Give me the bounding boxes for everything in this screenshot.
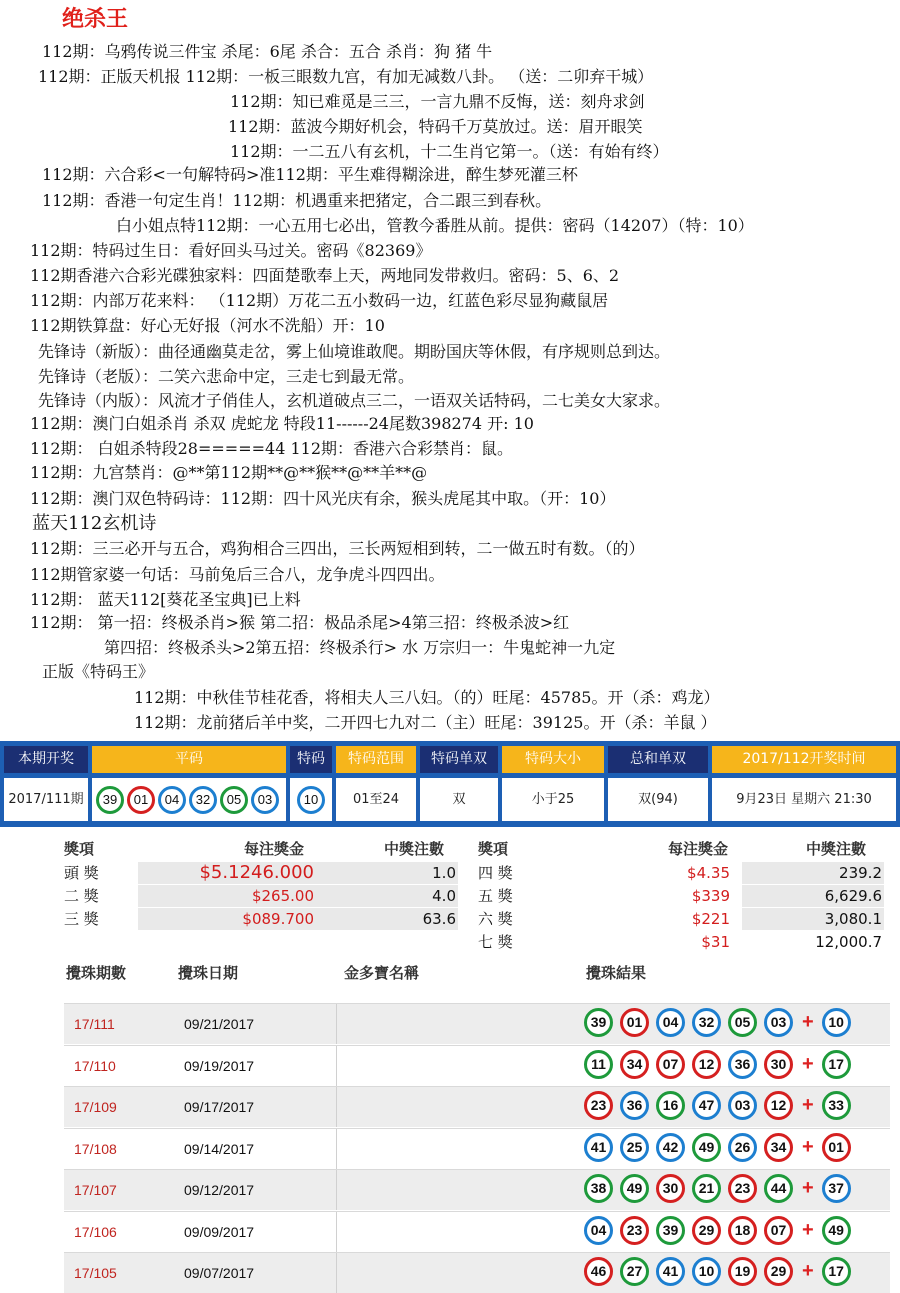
result-period: 17/106: [74, 1223, 117, 1240]
number-ball: 47: [692, 1091, 721, 1120]
text-line: 112期铁算盘：好心无好报（河水不洗船）开：10: [30, 316, 385, 335]
header-size: 特码大小: [502, 746, 604, 773]
text-line: 112期：内部万花来料： （112期）万花二五小数码一边，红蓝色彩尽显狗藏鼠居: [30, 291, 609, 310]
result-period: 17/110: [74, 1057, 116, 1074]
plus-icon: +: [802, 1094, 814, 1116]
prize-count: 63.6: [422, 910, 456, 928]
plus-icon: +: [802, 1260, 814, 1282]
number-ball: 30: [764, 1050, 793, 1079]
text-line: 112期： 白姐杀特段28=====44 112期：香港六合彩禁肖：鼠。: [30, 439, 514, 458]
header-current-draw: 本期开奖: [4, 746, 88, 773]
special-range: 01至24: [336, 778, 416, 821]
text-line: 112期：澳门双色特码诗：112期：四十风光庆有余，猴头虎尾其中取。（开：10）: [30, 489, 616, 508]
result-period: 17/111: [74, 1016, 115, 1032]
text-line: 112期：三三必开与五合，鸡狗相合三四出，三长两短相到转，二一做五时有数。（的）: [30, 539, 645, 558]
text-line: 112期：知已难觅是三三，一言九鼎不反悔，送：刻舟求剑: [230, 92, 645, 111]
regular-numbers: [92, 778, 286, 821]
number-ball: 21: [692, 1174, 721, 1203]
prize-header-name: 獎項: [64, 840, 95, 858]
number-ball: 46: [584, 1257, 613, 1286]
number-ball: 39: [656, 1216, 685, 1245]
text-line: 112期：九宫禁肖：@**第112期**@**猴**@**羊**@: [30, 463, 428, 482]
number-ball: 12: [692, 1050, 721, 1079]
result-period: 17/108: [74, 1140, 117, 1157]
text-line: 第四招：终极杀头>2第五招：终极杀行> 水 万宗归一：牛鬼蛇神一九定: [104, 638, 616, 657]
text-line: 112期：一二五八有玄机，十二生肖它第一。（送：有始有终）: [230, 142, 669, 161]
prize-name: 三 獎: [64, 910, 99, 928]
number-ball: 10: [692, 1257, 721, 1286]
number-ball: 04: [656, 1008, 685, 1037]
result-date: 09/19/2017: [184, 1057, 255, 1074]
number-ball: 26: [728, 1133, 757, 1162]
number-ball: 01: [620, 1008, 649, 1037]
table-row: [64, 1252, 890, 1293]
plus-icon: +: [802, 1011, 814, 1033]
result-date: 09/21/2017: [184, 1016, 255, 1032]
column-divider: [336, 1129, 337, 1169]
header-regular-numbers: 平码: [92, 746, 286, 773]
result-balls: [584, 1133, 858, 1162]
text-line: 112期管家婆一句话：马前兔后三合八，龙争虎斗四四出。: [30, 565, 445, 584]
plus-icon: +: [802, 1135, 814, 1158]
number-ball: 17: [822, 1257, 851, 1286]
prize-header-name: 獎項: [478, 840, 509, 858]
number-ball: 19: [728, 1257, 757, 1286]
result-balls: [584, 1050, 858, 1079]
result-period: 17/109: [74, 1099, 117, 1115]
header-sum-odd-even: 总和单双: [608, 746, 708, 773]
prize-count: 3,080.1: [824, 910, 882, 928]
prize-name: 四 獎: [478, 864, 513, 882]
number-ball: 16: [656, 1091, 685, 1120]
result-balls: [584, 1174, 858, 1203]
number-ball: 01: [822, 1133, 851, 1162]
prize-header-count: 中獎注數: [806, 840, 867, 858]
result-date: 09/09/2017: [184, 1223, 255, 1240]
number-ball: 33: [822, 1091, 851, 1120]
prize-name: 頭 獎: [64, 864, 99, 882]
column-divider: [336, 1046, 337, 1086]
result-balls: [584, 1091, 858, 1120]
table-row: [64, 1211, 890, 1252]
number-ball: 34: [620, 1050, 649, 1079]
section-heading: 蓝天112玄机诗: [32, 513, 157, 534]
number-ball: 03: [251, 786, 279, 814]
column-divider: [336, 1212, 337, 1252]
text-line: 先锋诗（新版）：曲径通幽莫走岔，雾上仙境谁敢爬。期盼国庆等休假，有序规则总到达。: [38, 342, 671, 361]
number-ball: 10: [822, 1008, 851, 1037]
number-ball: 17: [822, 1050, 851, 1079]
results-header-name: 金多寶名稱: [344, 964, 420, 982]
number-ball: 39: [584, 1008, 613, 1037]
prize-header-amount: 每注獎金: [668, 840, 729, 858]
prize-amount: $5.1246.000: [199, 862, 314, 883]
number-ball: 30: [656, 1174, 685, 1203]
column-divider: [336, 1253, 337, 1293]
result-balls: [584, 1008, 858, 1037]
plus-icon: +: [802, 1052, 814, 1075]
text-line: 112期：中秋佳节桂花香，将相夫人三八妇。（的）旺尾：45785。开（杀：鸡龙）: [134, 688, 720, 707]
number-ball: 36: [728, 1050, 757, 1079]
header-odd-even: 特码单双: [420, 746, 498, 773]
plus-icon: +: [802, 1218, 814, 1241]
text-line: 112期：正版天机报 112期：一板三眼数九宫，有加无减数八卦。 （送：二卯弃干城）: [38, 67, 654, 86]
special-ball: 10: [297, 786, 325, 814]
draw-period: 2017/111期: [4, 778, 88, 821]
text-line: 112期： 第一招：终极杀肖>猴 第二招：极品杀尾>4第三招：终极杀波>红: [30, 613, 570, 632]
number-ball: 23: [620, 1216, 649, 1245]
number-ball: 38: [584, 1174, 613, 1203]
text-line: 先锋诗（老版）：二笑六悲命中定，三走七到最无常。: [38, 367, 415, 386]
number-ball: 04: [584, 1216, 613, 1245]
draw-info-table: [0, 741, 900, 827]
result-period: 17/105: [74, 1265, 117, 1281]
prize-amount: $089.700: [242, 910, 314, 928]
table-row: [64, 1086, 890, 1127]
number-ball: 49: [620, 1174, 649, 1203]
prize-count: 6,629.6: [824, 887, 882, 905]
prize-header-count: 中獎注數: [384, 840, 445, 858]
next-draw-time: 9月23日 星期六 21:30: [712, 778, 896, 821]
sum-odd-even: 双(94): [608, 778, 708, 821]
result-date: 09/12/2017: [184, 1182, 255, 1198]
text-line: 先锋诗（内版）：风流才子俏佳人，玄机道破点三二，一语双关话特码，二七美女大家求。: [38, 391, 671, 410]
number-ball: 44: [764, 1174, 793, 1203]
prize-count: 1.0: [432, 864, 456, 882]
number-ball: 34: [764, 1133, 793, 1162]
number-ball: 05: [220, 786, 248, 814]
text-line: 正版《特码王》: [42, 662, 155, 681]
column-divider: [336, 1087, 337, 1127]
text-line: 112期：龙前猪后羊中奖，二开四七九对二（主）旺尾：39125。开（杀：羊鼠 ）: [134, 713, 717, 732]
results-header-date: 攪珠日期: [178, 964, 239, 982]
number-ball: 04: [158, 786, 186, 814]
number-ball: 25: [620, 1133, 649, 1162]
table-row: [64, 1169, 890, 1210]
number-ball: 37: [822, 1174, 851, 1203]
prize-name: 七 獎: [478, 933, 513, 951]
prize-name: 二 獎: [64, 887, 99, 905]
result-balls: [584, 1257, 858, 1286]
text-line: 白小姐点特112期：一心五用七必出，管教今番胜从前。提供：密码（14207）（特：10）: [116, 216, 754, 235]
text-line: 112期：乌鸦传说三件宝 杀尾：6尾 杀合：五合 杀肖：狗 猪 牛: [42, 42, 493, 61]
prize-amount: $265.00: [251, 887, 314, 905]
number-ball: 01: [127, 786, 155, 814]
special-number: [290, 778, 332, 821]
text-line: 112期： 蓝天112[葵花圣宝典]已上料: [30, 590, 301, 609]
prize-count: 4.0: [432, 887, 456, 905]
number-ball: 41: [656, 1257, 685, 1286]
prize-amount: $4.35: [687, 864, 730, 882]
prize-count: 12,000.7: [815, 933, 882, 951]
number-ball: 39: [96, 786, 124, 814]
text-line: 112期：蓝波今期好机会，特码千万莫放过。送：眉开眼笑: [228, 117, 643, 136]
prize-amount: $31: [701, 933, 730, 951]
text-line: 112期：香港一句定生肖！112期：机遇重来把猪定，合二跟三到春秋。: [42, 191, 552, 210]
number-ball: 07: [656, 1050, 685, 1079]
prize-header-amount: 每注獎金: [244, 840, 305, 858]
table-row: [64, 1128, 890, 1169]
number-ball: 41: [584, 1133, 613, 1162]
results-header-period: 攪珠期數: [66, 964, 127, 982]
plus-icon: +: [802, 1177, 814, 1199]
text-line: 112期：六合彩<一句解特码>准112期：平生难得糊涂进，醉生梦死灌三杯: [42, 165, 578, 184]
prize-table-left: [64, 838, 464, 938]
result-date: 09/14/2017: [184, 1140, 255, 1157]
header-special: 特码: [290, 746, 332, 773]
number-ball: 32: [692, 1008, 721, 1037]
number-ball: 49: [692, 1133, 721, 1162]
column-divider: [336, 1004, 337, 1044]
number-ball: 07: [764, 1216, 793, 1245]
prize-table-right: [478, 838, 888, 958]
number-ball: 03: [728, 1091, 757, 1120]
number-ball: 12: [764, 1091, 793, 1120]
prize-name: 五 獎: [478, 887, 513, 905]
number-ball: 18: [728, 1216, 757, 1245]
header-next-time: 2017/112开奖时间: [712, 746, 896, 773]
text-line: 112期香港六合彩光碟独家料：四面楚歌奉上天，两地同发带救归。密码：5、6、2: [30, 266, 620, 285]
table-row: [64, 1003, 890, 1044]
number-ball: 42: [656, 1133, 685, 1162]
number-ball: 29: [764, 1257, 793, 1286]
text-line: 112期：澳门白姐杀肖 杀双 虎蛇龙 特段11------24尾数398274 开: 10: [30, 414, 534, 433]
result-date: 09/17/2017: [184, 1099, 255, 1115]
prize-amount: $221: [691, 910, 730, 928]
text-line: 112期：特码过生日：看好回头马过关。密码《82369》: [30, 241, 432, 260]
page-title: 绝杀王: [62, 6, 129, 32]
number-ball: 27: [620, 1257, 649, 1286]
special-size: 小于25: [502, 778, 604, 821]
prize-count: 239.2: [839, 864, 882, 882]
number-ball: 32: [189, 786, 217, 814]
number-ball: 11: [584, 1050, 613, 1079]
number-ball: 29: [692, 1216, 721, 1245]
header-range: 特码范围: [336, 746, 416, 773]
column-divider: [336, 1170, 337, 1210]
results-header-balls: 攪珠結果: [586, 964, 647, 982]
number-ball: 23: [584, 1091, 613, 1120]
result-date: 09/07/2017: [184, 1265, 255, 1281]
table-row: [64, 1045, 890, 1086]
number-ball: 05: [728, 1008, 757, 1037]
number-ball: 49: [822, 1216, 851, 1245]
number-ball: 36: [620, 1091, 649, 1120]
prize-amount: $339: [691, 887, 730, 905]
result-period: 17/107: [74, 1182, 117, 1198]
special-odd-even: 双: [420, 778, 498, 821]
result-balls: [584, 1216, 858, 1245]
number-ball: 03: [764, 1008, 793, 1037]
prize-name: 六 獎: [478, 910, 513, 928]
number-ball: 23: [728, 1174, 757, 1203]
